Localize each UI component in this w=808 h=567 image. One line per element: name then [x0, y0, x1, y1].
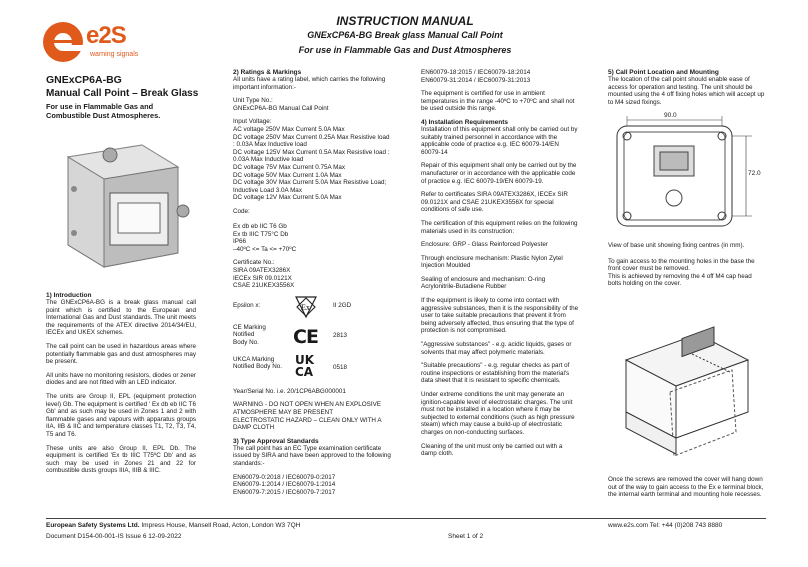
certificate-block: Certificate No.: SIRA 09ATEX3286X IECEx SIR 09.0121X CSAE 21UKEX3556X [233, 259, 295, 290]
manual-title: INSTRUCTION MANUAL [336, 14, 474, 28]
view-caption: View of base unit showing fixing centres (in mm). [608, 242, 745, 249]
mechanism-material: Through enclosure mechanism: Plastic Nylon Zytel Injection Moulded [421, 254, 563, 270]
intro-p3: All units have no monitoring resistors, diodes or zener diodes and are not fitted with an LED indicator. [46, 371, 196, 387]
intro-heading: 1) Introduction [46, 292, 92, 299]
dimension-width: 90.0 [664, 112, 677, 119]
aggressive-definition: "Aggressive substances" - e.g. acidic liquids, gases or solvents that may affect polymeric materials. [421, 341, 572, 356]
epsilon-value: II 2GD [333, 301, 352, 309]
location-text: The location of the call point should enable ease of access for operation and testing. The unit should be mounted using the 4 off fixing holes which will accept up to M4 sized fixings. [608, 76, 765, 106]
ce-mark-icon: CE [293, 325, 318, 348]
install-heading: 4) Installation Requirements [421, 118, 509, 126]
logo-text: e2S [86, 22, 126, 49]
manual-subtitle-2: For use in Flammable Gas and Dust Atmospheres [298, 45, 512, 55]
epsilon-label: Epsilon x: [233, 301, 261, 309]
install-p3: Refer to certificates SIRA 09ATEX3286X, IECEx SIR 09.0121X and CSAE 21UKEX3556X for special conditions of safe use. [421, 191, 568, 214]
intro-p1: The GNExCP6A-BG is a break glass manual call point which is certified to the European and International Gas and Dust standards. The unit meets the requirements of the ATEX directive 2014/34/EU, IECEx and UKEX schemes. [46, 299, 196, 337]
aggressive-note: If the equipment is likely to come into contact with aggressive substances, then it is the responsibility of the user to take suitable precautions that prevent it from being adversely affected, thus ensuring that the type of protection is not compromised. [421, 297, 579, 335]
precautions-definition: "Suitable precautions" - e.g. regular checks as part of routine inspections or establishing from the material's data sheet that it is resistant to specific chemicals. [421, 362, 570, 385]
footer-web[interactable]: www.e2s.com Tel: +44 (0)208 743 8880 [608, 522, 723, 529]
standards-cont: EN60079-18:2015 / IEC60079-18:2014 EN60079-31:2014 / IEC60079-31:2013 [421, 69, 531, 84]
ce-label: CE Marking Notified Body No. [233, 323, 266, 347]
serial-number: Year/Serial No. i.e. 20/1CP6ABG000001 [233, 387, 346, 395]
access-text-1: To gain access to the mounting holes in the base the front cover must be removed. [608, 257, 755, 273]
svg-text:Ex: Ex [301, 302, 310, 312]
ex-mark-icon [295, 296, 317, 318]
standards-list: EN60079-0:2018 / IEC60079-0:2017 EN60079-1:2014 / IEC60079-1:2014 EN60079-7:2015 / IEC60079-7:2017 [233, 473, 336, 496]
unit-type: Unit Type No.: GNExCP6A-BG Manual Call Point [233, 97, 329, 112]
ratings-intro: All units have a rating label, which carries the following important information:- [233, 76, 386, 91]
enclosure-material: Enclosure: GRP - Glass Reinforced Polyester [421, 241, 548, 249]
ukca-label: UKCA Marking Notified Body No. [233, 355, 283, 371]
electrostatic-note: Under extreme conditions the unit may generate an ignition-capable level of electrostatic charges. The unit must not be installed in a location where it may be subjected to external conditions (such as high pressure steam) which may cause a build-up of electrostatic charges on non-conducting surfaces. [421, 391, 575, 436]
open-unit-drawing [612, 320, 762, 460]
install-p2: Repair of this equipment shall only be carried out by the manufacturer or in accordance with the applicable code of practice e.g. IEC 60079-19/EN 60079-19. [421, 162, 577, 185]
product-image [46, 127, 196, 277]
dimension-height: 72.0 [748, 170, 761, 177]
ce-number: 2813 [333, 331, 348, 339]
location-heading: 5) Call Point Location and Mounting [608, 69, 719, 76]
access-text-2: This is achieved by removing the 4 off M4 cap head bolts holding on the cover. [608, 272, 752, 288]
product-use: For use in Flammable Gas and Combustible Dust Atmospheres. [46, 102, 161, 120]
ratings-heading: 2) Ratings & Markings [233, 69, 302, 76]
input-voltage: Input Voltage: AC voltage 250V Max Current 5.0A Max DC voltage 250V Max Current 0.25A Max Resistive load : 0.03A Max Inductive load DC voltage 125V Max Current 0.5A Max Resistive load : 0.03A Max Inductive load DC voltage 75V Max Current 0.75A Max DC voltage 50V Max Current 1.0A Max DC voltage 30V Max Current 5.0A Max Resistive Load; Inductive Load 3.0A Max DC voltage 12V Max Current 5.0A Max [233, 118, 390, 202]
install-p4: The certification of this equipment relies on the following materials used in its construction: [421, 219, 578, 235]
footer-sheet: Sheet 1 of 2 [448, 533, 484, 540]
footer-company-line [46, 522, 300, 529]
product-name: Manual Call Point – Break Glass [46, 88, 199, 99]
manual-subtitle-1: GNExCP6A-BG Break glass Manual Call Point [307, 30, 503, 40]
base-unit-drawing [612, 112, 762, 236]
footer-document: Document D154-00-001-IS Issue 6 12-09-2022 [46, 533, 182, 540]
type-text: The call point has an EC Type examination certificate issued by SIRA and have been approved to the following standards:- [233, 444, 391, 467]
install-p1: Installation of this equipment shall only be carried out by suitably trained personnel in accordance with the applicable code of practice e.g. IEC 60079-14/EN 60079-14 [421, 125, 578, 156]
warning-text: WARNING - DO NOT OPEN WHEN AN EXPLOSIVE ATMOSPHERE MAY BE PRESENT ELECTROSTATIC HAZARD – CLEAN ONLY WITH A DAMP CLOTH [233, 401, 382, 432]
footer-company: European Safety Systems Ltd. [46, 522, 140, 529]
product-code: GNExCP6A-BG [46, 74, 122, 86]
screws-text: Once the screws are removed the cover will hang down out of the way to gain access to the Ex e terminal block, the internal earth terminal and mounting hole recesses. [608, 476, 764, 499]
intro-p5: These units are also Group II, EPL Db. The equipment is certified 'Ex tb IIIC T75ºC Db' and as such may be used in Zones 21 and 22 for combustible dusts groups IIIA, IIIB & IIIC. [46, 444, 196, 475]
cleaning-note: Cleaning of the unit must only be carried out with a damp cloth. [421, 442, 563, 458]
code-block: Code: Ex db eb IIC T6 Gb Ex tb IIIC T75°C Db IP66 –40ºC <= Ta <= +70ºC [233, 207, 297, 253]
logo-tagline: warning signals [90, 51, 139, 58]
ukca-number: 0518 [333, 363, 348, 371]
intro-p4: The units are Group II, EPL (equipment protection level) Gb. The equipment is certified ' Ex db eb IIC T6 Gb' and as such may be used in Zones 1 and 2 with flammable gases and vapours with apparatus groups IIA, IIB & IIC and temperature classes T1, T2, T3, T4, T5 and T6. [46, 392, 196, 438]
footer-divider [46, 518, 766, 519]
e2s-logo [42, 18, 162, 66]
intro-p2: The call point can be used in hazardous areas where potentially flammable gas and dust atmospheres may be present. [46, 342, 196, 366]
ukca-mark-icon: UK CA [295, 352, 315, 379]
footer-address: Impress House, Mansell Road, Acton, London W3 7QH [141, 522, 301, 529]
sealing-material: Sealing of enclosure and mechanism: O-ring Acrylonitrile-Butadiene Rubber [421, 275, 546, 291]
temp-range: The equipment is certified for use in ambient temperatures in the range -40ºC to +70ºC and shall not be used outside this range. [421, 90, 575, 113]
type-heading: 3) Type Approval Standards [233, 437, 319, 445]
